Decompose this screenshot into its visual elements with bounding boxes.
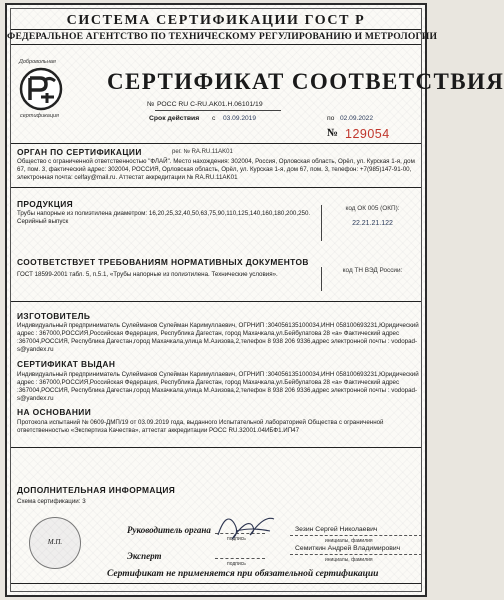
logo-caption-top: Добровольная bbox=[19, 59, 56, 65]
blank-number: 129054 bbox=[345, 127, 390, 141]
expert-initials-caption: инициалы, фамилия bbox=[325, 557, 373, 563]
certificate-page bbox=[5, 3, 504, 597]
system-title: СИСТЕМА СЕРТИФИКАЦИИ ГОСТ Р bbox=[66, 13, 366, 28]
okp-label: код ОК 005 (ОКП): bbox=[345, 205, 400, 212]
head-sign-caption: подпись bbox=[227, 536, 246, 542]
basis-text: Протокола испытаний № 0609-ДМП/19 от 03.09.2019 года, выданного Испытательной лабораторией Общества с ограниченной ответственностью «Экспертиза Качества», аттестат аккредитации РОСС RU.32001.04ИБФ1.ИП47 bbox=[17, 419, 384, 435]
additional-heading: ДОПОЛНИТЕЛЬНАЯ ИНФОРМАЦИЯ bbox=[17, 485, 176, 495]
issued-to-heading: СЕРТИФИКАТ ВЫДАН bbox=[17, 359, 116, 369]
rst-logo-icon bbox=[19, 67, 63, 111]
standards-text: ГОСТ 18599-2001 табл. 5, п.5.1, «Трубы напорные из полиэтилена. Технические условия». bbox=[17, 271, 278, 278]
agency-title: ФЕДЕРАЛЬНОЕ АГЕНТСТВО ПО ТЕХНИЧЕСКОМУ РЕГУЛИРОВАНИЮ И МЕТРОЛОГИИ bbox=[7, 31, 438, 42]
organ-text: Общество с ограниченной ответственностью "ФЛАЙ". Место нахождения: 302004, Россия, Орловская область, Орёл, ул. Курская 1-я, дом 67, пом. 3, фактический адрес: 302004, РОССИЯ, Орловская область, Орёл, ул. Курская 1-я, дом 67, пом. 3, телефон: +7(985)147-91-00, электронная почта: celfay@mail.ru. Аттестат аккредитации № RA.RU.11AK01 bbox=[17, 158, 415, 182]
to-date: 02.09.2022 bbox=[340, 115, 374, 122]
head-name-line bbox=[290, 535, 422, 536]
section-divider-product bbox=[11, 187, 421, 188]
expert-name: Семиткин Андрей Владимирович bbox=[295, 545, 401, 552]
expert-label: Эксперт bbox=[127, 551, 162, 561]
from-label: с bbox=[212, 115, 216, 122]
head-label: Руководитель органа bbox=[127, 525, 211, 535]
manufacturer-text: Индивидуальный предприниматель Сулейманов Сулейман Каримуллаевич, ОГРНИП :304056135100034,ИНН 058100693231,Юридический адрес : 367000,РОССИЯ,Российская Федерация, Республика Дагестан, город Махачкала,ул.Бейбулатова 28 «а» Фактический адрес :367004,РОССИЯ, Республика Дагестан,город Махачкала,улица М.Азизова,2,телефон 8 938 206 9336,адрес электронной почты : vodopad-s@yandex.ru bbox=[17, 322, 419, 354]
reg-sign: № bbox=[147, 101, 155, 108]
expert-name-line bbox=[290, 554, 422, 555]
stamp-label: М.П. bbox=[47, 538, 63, 546]
reg-number-line bbox=[155, 110, 281, 111]
to-label: по bbox=[327, 115, 335, 122]
stamp-circle bbox=[29, 517, 81, 569]
blank-sign: № bbox=[327, 127, 339, 139]
validity-label: Срок действия bbox=[149, 115, 200, 122]
head-initials-caption: инициалы, фамилия bbox=[325, 538, 373, 544]
section-divider-organ bbox=[11, 143, 421, 144]
organ-reg: рег. № RA.RU.11AK01 bbox=[172, 149, 233, 155]
expert-sign-caption: подпись bbox=[227, 561, 246, 567]
tnved-code-box bbox=[321, 267, 423, 291]
standards-heading: СООТВЕТСТВУЕТ ТРЕБОВАНИЯМ НОРМАТИВНЫХ ДОКУМЕНТОВ bbox=[17, 257, 309, 267]
issued-to-text: Индивидуальный предприниматель Сулейманов Сулейман Каримуллаевич, ОГРНИП :304056135100034,ИНН 058100693231,Юридический адрес : 367000,РОССИЯ,Российская Федерация, Республика Дагестан, город Махачкала,ул.Бейбулатова 28 «а» Фактический адрес :367004,РОССИЯ, Республика Дагестан,город Махачкала,улица М.Азизова,2,телефон 8 938 206 9336,адрес электронной почты : vodopad-s@yandex.ru bbox=[17, 371, 419, 403]
okp-value: 22.21.21.122 bbox=[352, 220, 393, 227]
certificate-title: СЕРТИФИКАТ СООТВЕТСТВИЯ bbox=[107, 69, 504, 94]
product-heading: ПРОДУКЦИЯ bbox=[17, 199, 74, 209]
header-divider-2 bbox=[11, 44, 421, 45]
section-divider-additional bbox=[11, 447, 421, 448]
head-name: Зезин Сергей Николаевич bbox=[295, 526, 378, 533]
from-date: 03.09.2019 bbox=[223, 115, 257, 122]
head-signature-icon bbox=[212, 505, 282, 547]
organ-heading: ОРГАН ПО СЕРТИФИКАЦИИ bbox=[17, 147, 142, 157]
basis-heading: НА ОСНОВАНИИ bbox=[17, 407, 92, 417]
logo-caption-bottom: сертификация bbox=[20, 113, 59, 119]
manufacturer-heading: ИЗГОТОВИТЕЛЬ bbox=[17, 311, 91, 321]
footer-divider bbox=[11, 583, 421, 584]
reg-number: РОСС RU C-RU.AK01.H.06101/19 bbox=[157, 101, 263, 108]
expert-signature-line bbox=[215, 558, 265, 559]
tnved-label: код ТН ВЭД России: bbox=[342, 267, 403, 274]
section-divider-manufacturer bbox=[11, 301, 421, 302]
scheme-text: Схема сертификации: 3 bbox=[17, 498, 86, 505]
header-divider-1 bbox=[11, 29, 421, 30]
product-text: Трубы напорные из полиэтилена диаметром: 16,20,25,32,40,50,63,75,90,110,125,140,160,180,200,250. Серийный выпуск bbox=[17, 210, 311, 226]
okp-code-box bbox=[321, 205, 423, 241]
footer-applies: Сертификат не применяется при обязательной сертификации bbox=[107, 569, 379, 579]
